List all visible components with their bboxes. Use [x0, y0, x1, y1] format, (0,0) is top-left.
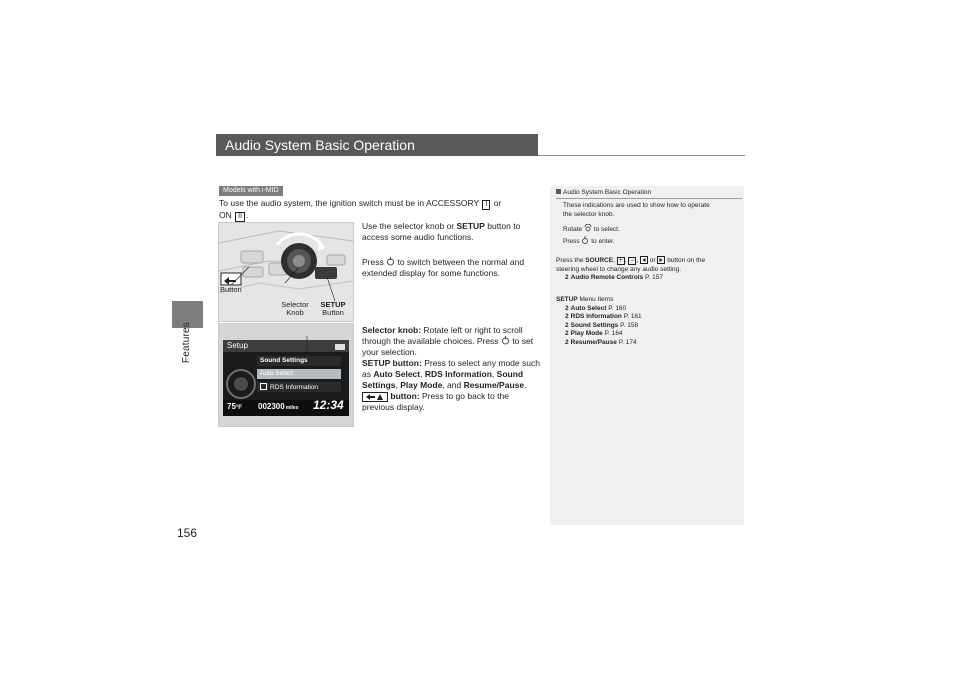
- odometer-readout: 002300miles: [258, 402, 299, 411]
- note-header: Audio System Basic Operation: [556, 189, 651, 196]
- rotate-knob-icon: [584, 224, 592, 232]
- press-knob-icon: [581, 236, 589, 244]
- setup-button-callout: SETUP Button: [320, 300, 346, 317]
- reference-icon: 2: [565, 304, 569, 312]
- back-button-icon: [362, 392, 388, 402]
- clock-readout: 12:34: [313, 398, 344, 412]
- right-arrow-button-icon: [657, 256, 665, 264]
- back-button-callout: Button: [220, 285, 242, 294]
- key-accessory: I: [482, 200, 490, 210]
- press-knob-icon: [386, 257, 395, 266]
- intro-text: To use the audio system, the ignition switch must be in ACCESSORY I or ON II .: [219, 198, 502, 220]
- title-rule: [538, 155, 745, 156]
- press-intro-text: Press to switch between the normal and extended display for some functions.: [362, 257, 525, 278]
- note-ref-resume-pause[interactable]: 2 Resume/Pause P. 174: [565, 338, 637, 346]
- chapter-label: Features: [181, 322, 192, 364]
- note-rotate: Rotate to select.: [563, 226, 620, 233]
- note-ref-play-mode[interactable]: 2 Play Mode P. 164: [565, 330, 623, 337]
- selector-knob-callout: Selector Knob: [281, 300, 309, 317]
- note-setup-menu: SETUP Menu Items 2 Auto Select P. 160 2 RDS Information P. 161 2 Sound Settings P. 158 2 Play Mode P. 164 2 Resume/Pause P. 174: [556, 296, 742, 347]
- page-number: 156: [177, 526, 198, 540]
- note-ref-rds-information[interactable]: 2 RDS Information P. 161: [565, 313, 642, 320]
- key-on: II: [235, 212, 245, 222]
- note-ref-auto-select[interactable]: 2 Auto Select P. 160: [565, 304, 627, 312]
- checkbox-icon: [260, 383, 267, 390]
- plus-button-icon: +: [617, 257, 625, 265]
- press-knob-icon: [501, 336, 510, 345]
- reference-icon: 2: [565, 338, 569, 346]
- menu-item-rds-information: RDS Information: [260, 383, 318, 391]
- selector-intro-text: Use the selector knob or SETUP button to access some audio functions.: [362, 221, 521, 242]
- reference-icon: 2: [565, 330, 569, 337]
- reference-icon: 2: [565, 321, 569, 329]
- note-ref-sound-settings[interactable]: 2 Sound Settings P. 158: [565, 321, 639, 329]
- note-intro: These indications are used to show how to operate the selector knob.: [563, 202, 710, 218]
- note-steering: Press the SOURCE, + , − , or button on the steering wheel to change any audio setting. 2 Audio Remote Controls P. 157: [556, 256, 742, 283]
- note-remote-ref[interactable]: 2 Audio Remote Controls P. 157: [565, 274, 663, 281]
- note-rule: [556, 198, 742, 199]
- left-arrow-button-icon: [640, 256, 648, 264]
- minus-button-icon: −: [628, 257, 636, 265]
- note-press: Press to enter.: [563, 238, 615, 245]
- menu-item-sound-settings: Sound Settings: [260, 357, 308, 364]
- model-badge: Models with i-MID: [219, 186, 283, 196]
- reference-icon: 2: [565, 313, 569, 320]
- reference-icon: 2: [565, 274, 569, 281]
- menu-item-auto-select: Auto Select: [260, 370, 294, 377]
- section-title: Audio System Basic Operation: [216, 134, 538, 156]
- screen-title: Setup: [227, 341, 248, 350]
- note-marker-icon: [556, 189, 561, 194]
- temperature-readout: 75°F: [227, 402, 242, 411]
- control-descriptions: Selector knob: Rotate left or right to scroll through the available choices. Press to set your selection. SETUP button: Press to select any mode such as Auto Select, RDS Information, Sound Settings, Play Mode, and Resume/Pause. button: Press to go back to the previous display.: [362, 325, 540, 412]
